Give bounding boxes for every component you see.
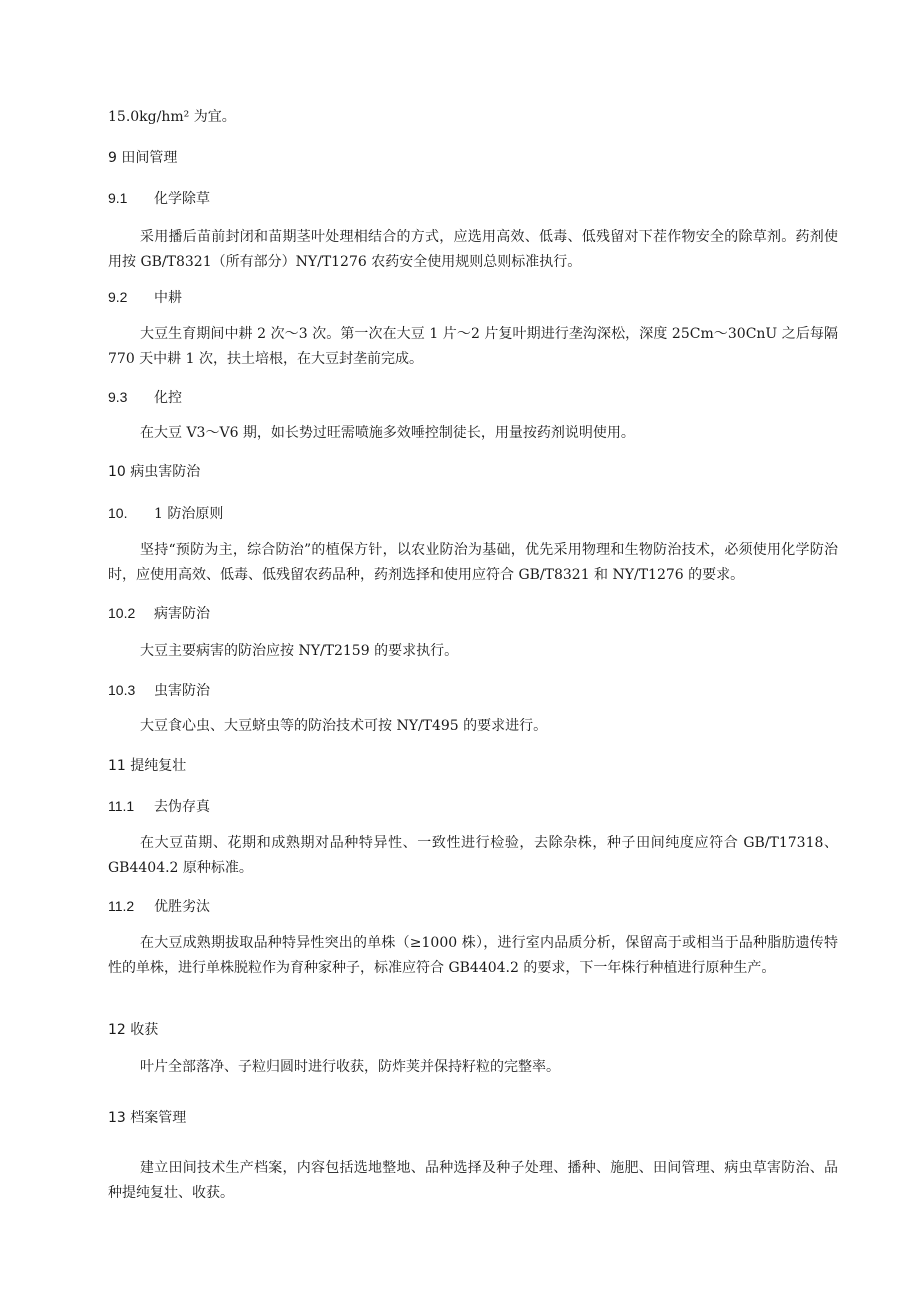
section-11-2-paragraph: 在大豆成熟期拔取品种特异性突出的单株（≥1000 株），进行室内品质分析，保留高于或相当于品种脂肪遗传特性的单株，进行单株脱粒作为育种家种子，标准应符合 GB4404.2 的要求，下一年株行种植进行原种生产。: [108, 935, 838, 976]
section-12-heading: 12 收获: [108, 1022, 159, 1038]
continuation-line: 15.0kg∕hm² 为宜。: [108, 109, 236, 125]
section-11-1-paragraph: 在大豆苗期、花期和成熟期对品种特异性、一致性进行检验，去除杂株，种子田间纯度应符合 GB/T17318、GB4404.2 原种标准。: [108, 835, 838, 876]
section-9-1-heading: [108, 186, 838, 212]
section-10-3-paragraph: 大豆食心虫、大豆蛴虫等的防治技术可按 NY/T495 的要求进行。: [140, 718, 548, 734]
section-11-2-heading: [108, 894, 838, 920]
section-title: 虫害防治: [154, 683, 210, 699]
section-10-1-heading: [108, 501, 838, 527]
section-10-2-heading: [108, 601, 838, 627]
section-title: 化学除草: [154, 191, 210, 207]
section-10-2-paragraph: 大豆主要病害的防治应按 NY/T2159 的要求执行。: [140, 643, 459, 659]
section-9-1-paragraph: 采用播后苗前封闭和苗期茎叶处理相结合的方式，应选用高效、低毒、低残留对下茬作物安全的除草剂。药剂使用按 GB/T8321（所有部分）NY/T1276 农药安全使用规则总则标准执行。: [108, 229, 838, 270]
section-10-heading: 10 病虫害防治: [108, 464, 201, 480]
section-11-heading: 11 提纯复壮: [108, 758, 187, 774]
section-title: 优胜劣汰: [154, 899, 210, 915]
section-12-paragraph: 叶片全部落净、子粒归圆时进行收获，防炸荚并保持籽粒的完整率。: [140, 1059, 560, 1075]
section-9-2-heading: [108, 285, 838, 311]
section-number: 9.1: [108, 190, 128, 206]
section-number: 10.3: [108, 682, 136, 698]
section-9-3-heading: [108, 385, 838, 411]
section-title: 化控: [154, 390, 182, 406]
section-title: 病害防治: [154, 606, 210, 622]
section-number: 9.3: [108, 389, 128, 405]
section-13-paragraph: 建立田间技术生产档案，内容包括选地整地、品种选择及种子处理、播种、施肥、田间管理、病虫草害防治、品种提纯复壮、收获。: [108, 1160, 838, 1201]
section-9-heading: 9 田间管理: [108, 150, 178, 166]
section-11-1-heading: [108, 794, 838, 820]
section-9-2-paragraph: 大豆生育期间中耕 2 次～3 次。第一次在大豆 1 片～2 片复叶期进行垄沟深松，深度 25Cm～30CnU 之后每隔 770 天中耕 1 次，扶土培根，在大豆封垄前完成。: [108, 326, 838, 367]
section-10-3-heading: [108, 678, 838, 704]
section-title: 1 防治原则: [154, 506, 224, 522]
section-number: 10.: [108, 505, 128, 521]
section-9-3-paragraph: 在大豆 V3～V6 期，如长势过旺需喷施多效唾控制徒长，用量按药剂说明使用。: [140, 425, 635, 441]
section-number: 11.1: [108, 798, 135, 814]
section-10-1-paragraph: 坚持“预防为主，综合防治”的植保方针，以农业防治为基础，优先采用物理和生物防治技术，必须使用化学防治时，应使用高效、低毒、低残留农药品种，药剂选择和使用应符合 GB/T8321 和 NY/T1276 的要求。: [108, 542, 838, 583]
section-number: 11.2: [108, 898, 135, 914]
section-number: 10.2: [108, 605, 136, 621]
section-13-heading: 13 档案管理: [108, 1110, 187, 1126]
section-title: 去伪存真: [154, 799, 210, 815]
section-title: 中耕: [154, 290, 182, 306]
section-number: 9.2: [108, 289, 128, 305]
